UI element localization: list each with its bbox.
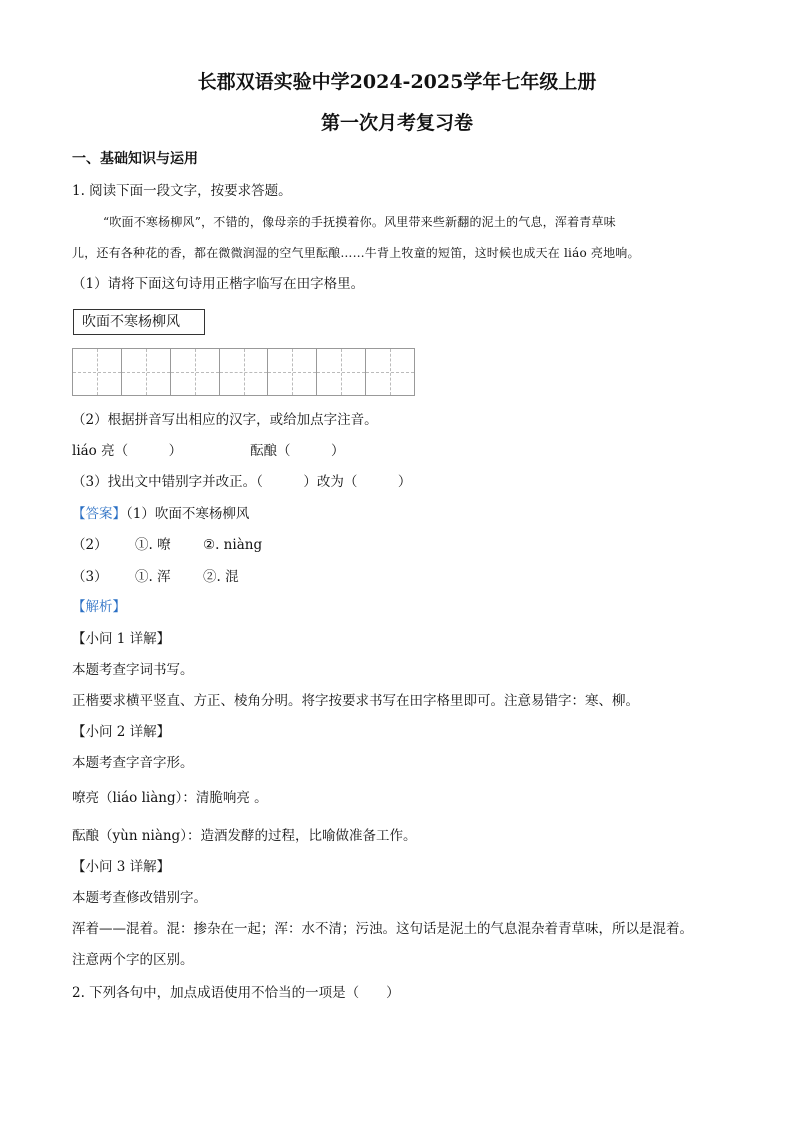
subquestion-2: （2）根据拼音写出相应的汉字，或给加点字注音。 xyxy=(72,412,378,428)
grid-cell[interactable] xyxy=(220,349,269,395)
answer-1: （1）吹面不寒杨柳风 xyxy=(126,506,250,522)
sub2-line-3: 酝酿（yùn niàng）：造酒发酵的过程，比喻做准备工作。 xyxy=(72,828,417,844)
analysis-tag: 【解析】 xyxy=(72,599,126,615)
answer-3-number: （3） xyxy=(72,569,108,585)
subquestion-2-blank-a: liáo 亮（ ） xyxy=(72,443,183,459)
passage-line-2: 儿，还有各种花的香，都在微微润湿的空气里酝酿……牛背上牧童的短笛，这时候也成天在 liáo 亮地响。 xyxy=(72,246,640,260)
passage-line-1: “吹面不寒杨柳风”，不错的，像母亲的手抚摸着你。风里带来些新翻的泥土的气息，浑着青草味 xyxy=(103,215,616,229)
section-heading: 一、基础知识与运用 xyxy=(72,151,198,167)
sub1-heading: 【小问 1 详解】 xyxy=(72,631,171,647)
grid-cell[interactable] xyxy=(366,349,414,395)
question-1-stem: 1. 阅读下面一段文字，按要求答题。 xyxy=(72,183,292,199)
answer-tag: 【答案】 xyxy=(72,506,126,522)
grid-cell[interactable] xyxy=(317,349,366,395)
subquestion-2-blank-b: 酝酿（ ） xyxy=(250,443,345,459)
sub1-line-1: 本题考查字词书写。 xyxy=(72,662,194,678)
grid-cell[interactable] xyxy=(122,349,171,395)
sub2-line-1: 本题考查字音字形。 xyxy=(72,755,194,771)
answer-3-b: ②. 混 xyxy=(203,569,239,585)
sub3-line-2: 浑着——混着。混：掺杂在一起；浑：水不清；污浊。这句话是泥土的气息混杂着青草味，所以是混着。 xyxy=(72,921,693,937)
sub1-line-2: 正楷要求横平竖直、方正、棱角分明。将字按要求书写在田字格里即可。注意易错字：寒、柳。 xyxy=(72,693,639,709)
subquestion-3: （3）找出文中错别字并改正。（ ）改为（ ） xyxy=(72,474,412,490)
question-2-stem: 2. 下列各句中，加点成语使用不恰当的一项是（ ） xyxy=(72,985,400,1001)
grid-cell[interactable] xyxy=(73,349,122,395)
answer-2-a: ①. 嘹 xyxy=(135,537,171,553)
tianzige-grid[interactable] xyxy=(72,348,415,396)
subquestion-1: （1）请将下面这句诗用正楷字临写在田字格里。 xyxy=(72,276,365,292)
copy-text-box: 吹面不寒杨柳风 xyxy=(73,309,205,335)
sub2-line-2: 嘹亮（liáo liàng）：清脆响亮 。 xyxy=(72,790,268,806)
doc-title-line1: 长郡双语实验中学2024-2025学年七年级上册 xyxy=(197,71,597,93)
grid-cell[interactable] xyxy=(171,349,220,395)
answer-2-b: ②. niàng xyxy=(203,537,263,553)
answer-2-number: （2） xyxy=(72,537,108,553)
answer-line-1 xyxy=(72,505,249,523)
sub3-line-1: 本题考查修改错别字。 xyxy=(72,890,207,906)
doc-title-line2: 第一次月考复习卷 xyxy=(320,112,473,134)
answer-3-a: ①. 浑 xyxy=(135,569,171,585)
sub3-heading: 【小问 3 详解】 xyxy=(72,859,171,875)
sub2-heading: 【小问 2 详解】 xyxy=(72,724,171,740)
grid-cell[interactable] xyxy=(268,349,317,395)
sub3-line-3: 注意两个字的区别。 xyxy=(72,952,194,968)
